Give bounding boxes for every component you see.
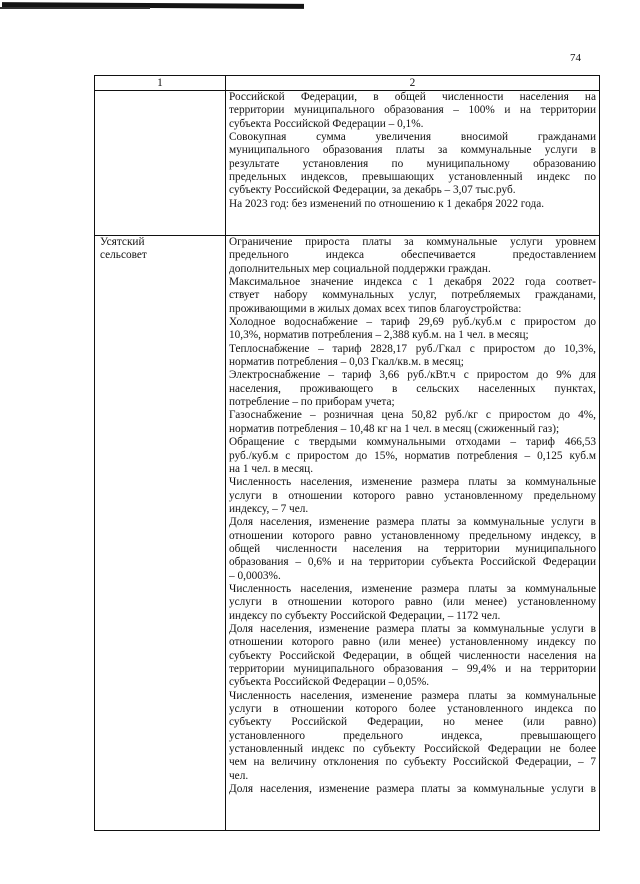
table-row: [95, 236, 600, 831]
text-line: чем на величину отклонения по субъекту Российской Федерации, – 7: [229, 756, 596, 769]
data-table: [94, 75, 600, 831]
text-line: Численность населения, изменение размера платы за коммунальные: [229, 476, 596, 489]
text-line: норматив потребления – 0,03 Гкал/кв.м. в месяц;: [229, 356, 464, 369]
text-line: индексу по субъекту Российской Федерации, – 1172 чел.: [229, 609, 501, 622]
text-line: ствует набору коммунальных услуг, потребляемых гражданами,: [229, 289, 596, 302]
text-line: установленного предельного индекса, превышающего: [229, 729, 596, 742]
text-line: На 2023 год: без изменений по отношению к 1 декабря 2022 года.: [229, 197, 545, 210]
text-line: потребление – по приборам учета;: [229, 396, 395, 409]
text-line: субъекту Российской Федерации, но менее (или равно): [229, 716, 596, 729]
municipality-cell: [95, 236, 226, 831]
text-line: муниципального образования платы за коммунальные услуги в: [229, 144, 596, 157]
scan-edge-mark-lower: [0, 7, 150, 9]
text-line: Совокупная сумма увеличения вносимой гражданами: [229, 131, 596, 144]
text-line: норматив потребления – 10,48 кг на 1 чел. в месяц (сжиженный газ);: [229, 422, 560, 435]
text-line: образования – 0,6% и на территории субъекта Российской Федерации: [229, 556, 596, 569]
text-line: услуги в отношении которого более установленного индекса по: [229, 703, 596, 716]
text-line: руб./куб.м с приростом до 15%, норматив потребления – 0,125 куб.м: [229, 449, 596, 462]
text-line: Холодное водоснабжение – тариф 29,69 руб./куб.м с приростом до: [229, 316, 596, 329]
text-line: установленный индекс по субъекту Российской Федерации не более: [229, 743, 596, 756]
text-line: на 1 чел. в месяц.: [229, 462, 314, 475]
text-line: результате установления по муниципальному образованию: [229, 157, 596, 170]
text-line: чел.: [229, 769, 249, 782]
text-line: Максимальное значение индекса с 1 декабря 2022 года соответ-: [229, 276, 596, 289]
text-line: проживающими в жилых домах всех типов благоустройства:: [229, 302, 522, 315]
text-line: Газоснабжение – розничная цена 50,82 руб./кг с приростом до 4%,: [229, 409, 596, 422]
text-line: Электроснабжение – тариф 3,66 руб./кВт.ч с приростом до 9% для: [229, 369, 596, 382]
text-line: предельного индекса обеспечивается предоставлением: [229, 249, 596, 262]
text-line: субъекту Российской Федерации, за декабрь – 3,07 тыс.руб.: [229, 184, 516, 197]
text-line: Ограничение прироста платы за коммунальные услуги уровнем: [229, 236, 596, 248]
text-line: населения, проживающего в сельских населенных пунктах,: [229, 382, 596, 395]
text-line: дополнительных мер социальной поддержки граждан.: [229, 262, 491, 275]
municipality-name-line: сельсовет: [100, 249, 147, 262]
text-line: отношении которого равно (или менее) установленному индексу по: [229, 636, 596, 649]
text-line: Доля населения, изменение размера платы за коммунальные услуги в: [229, 783, 596, 796]
text-line: Численность населения, изменение размера платы за коммунальные: [229, 689, 596, 702]
text-line: индексу, – 7 чел.: [229, 502, 309, 515]
text-line: субъекту Российской Федерации, в общей численности населения на: [229, 649, 596, 662]
description-cell: [226, 236, 600, 831]
page-number: 74: [570, 52, 581, 64]
text-line: субъекта Российской Федерации – 0,05%.: [229, 676, 430, 689]
municipality-cell: [95, 91, 226, 236]
description-cell: [226, 91, 600, 236]
text-line: Доля населения, изменение размера платы за коммунальные услуги в: [229, 516, 596, 529]
text-line: Теплоснабжение – тариф 2828,17 руб./Гкал с приростом до 10,3%,: [229, 342, 596, 355]
text-line: отношении которого равно установленному предельному индексу, в: [229, 529, 596, 542]
text-line: предельных индексов, превышающих установленный индекс по: [229, 171, 596, 184]
column-header-2: 2: [226, 76, 600, 91]
text-line: субъекта Российской Федерации – 0,1%.: [229, 117, 424, 130]
text-line: Доля населения, изменение размера платы за коммунальные услуги в: [229, 622, 596, 635]
text-line: территории муниципального образования – 100% и на территории: [229, 104, 596, 117]
text-line: территории муниципального образования – 99,4% и на территории: [229, 663, 596, 675]
text-line: общей численности населения на территории муниципального: [229, 542, 596, 555]
column-header-1: 1: [95, 76, 226, 91]
text-line: услуги в отношении которого равно (или менее) установленному: [229, 596, 596, 609]
municipality-name-line: Усятский: [100, 236, 145, 248]
text-line: 10,3%, норматив потребления – 2,388 куб.м. на 1 чел. в месяц;: [229, 329, 529, 342]
table-row: [95, 91, 600, 236]
text-line: Обращение с твердыми коммунальными отходами – тариф 466,53: [229, 436, 596, 449]
text-line: Российской Федерации, в общей численности населения на: [229, 91, 596, 103]
text-line: услуги в отношении которого равно установленному предельному: [229, 489, 596, 502]
text-line: Численность населения, изменение размера платы за коммунальные: [229, 582, 596, 595]
table-header-row: [95, 76, 600, 91]
text-line: – 0,0003%.: [229, 569, 281, 582]
